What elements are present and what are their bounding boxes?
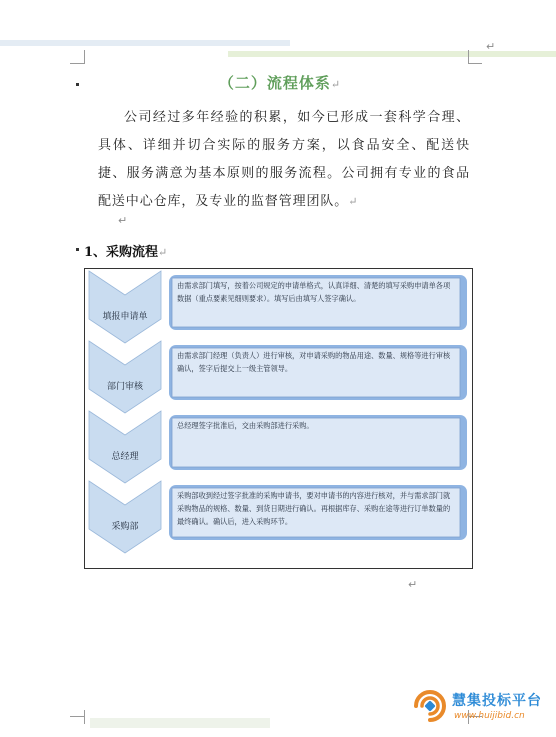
step-chevron-1 <box>89 271 161 343</box>
step-label-1: 填报申请单 <box>102 312 148 322</box>
subsection-title <box>84 241 167 260</box>
decorative-top-bar-right <box>228 51 556 57</box>
list-bullet <box>76 83 79 86</box>
step-description-3: 总经理签字批准后，交由采购部进行采购。 <box>177 421 314 430</box>
step-chevron-2 <box>89 341 161 413</box>
paragraph-mark: ↵ <box>118 214 128 227</box>
crop-mark-bottom-left <box>84 710 85 724</box>
list-bullet <box>76 248 79 251</box>
section-title-text: （二）流程体系 <box>218 74 331 92</box>
paragraph-mark: ↵ <box>348 195 359 208</box>
step-description-4: 采购部收到经过签字批准的采购申请书，要对申请书的内容进行核对，并与需求部门就采购物品的规格、数量、到货日期进行确认。再根据库存、采购在途等进行订单数量的最终确认。确认后，进入采购环节。 <box>177 491 451 526</box>
paragraph-mark: ↵ <box>408 578 418 591</box>
intro-paragraph-text: 公司经过多年经验的积累，如今已形成一套科学合理、具体、详细并切合实际的服务方案，以食品安全、配送快捷、服务满意为基本原则的服务流程。公司拥有专业的食品配送中心仓库，及专业的监督管理团队。 <box>98 110 470 209</box>
intro-paragraph <box>98 104 470 216</box>
step-label-4: 采购部 <box>111 522 139 532</box>
step-label-2: 部门审核 <box>106 382 143 392</box>
paragraph-mark: ↵ <box>486 40 496 53</box>
paragraph-mark: ↵ <box>330 78 342 91</box>
crop-mark-top-right <box>468 63 482 64</box>
logo-mark-icon <box>410 686 450 726</box>
watermark-name: 慧集投标平台 <box>452 693 542 709</box>
step-label-3: 总经理 <box>111 452 139 462</box>
step-chevron-3 <box>89 411 161 483</box>
watermark-url: www.huijibid.cn <box>454 711 525 721</box>
crop-mark-bottom-left <box>70 716 84 717</box>
watermark-logo <box>408 684 556 734</box>
crop-mark-top-left <box>70 63 84 64</box>
procurement-flowchart <box>84 268 473 569</box>
step-description-1: 由需求部门填写，按着公司规定的申请单格式，认真详细、清楚的填写采购申请单各项数据（重点要素见细则要求）。填写后由填写人签字确认。 <box>177 281 451 303</box>
section-title <box>150 72 410 93</box>
paragraph-mark: ↵ <box>158 246 168 259</box>
decorative-bottom-bar <box>90 718 270 728</box>
subsection-title-text: 1、采购流程 <box>84 245 159 260</box>
crop-mark-top-right <box>468 50 469 64</box>
crop-mark-top-left <box>84 50 85 64</box>
decorative-top-bar-left <box>0 40 290 46</box>
step-chevron-4 <box>89 481 161 553</box>
step-description-2: 由需求部门经理（负责人）进行审核，对申请采购的物品用途、数量、规格等进行审核确认，签字后提交上一级主管领导。 <box>177 351 451 373</box>
